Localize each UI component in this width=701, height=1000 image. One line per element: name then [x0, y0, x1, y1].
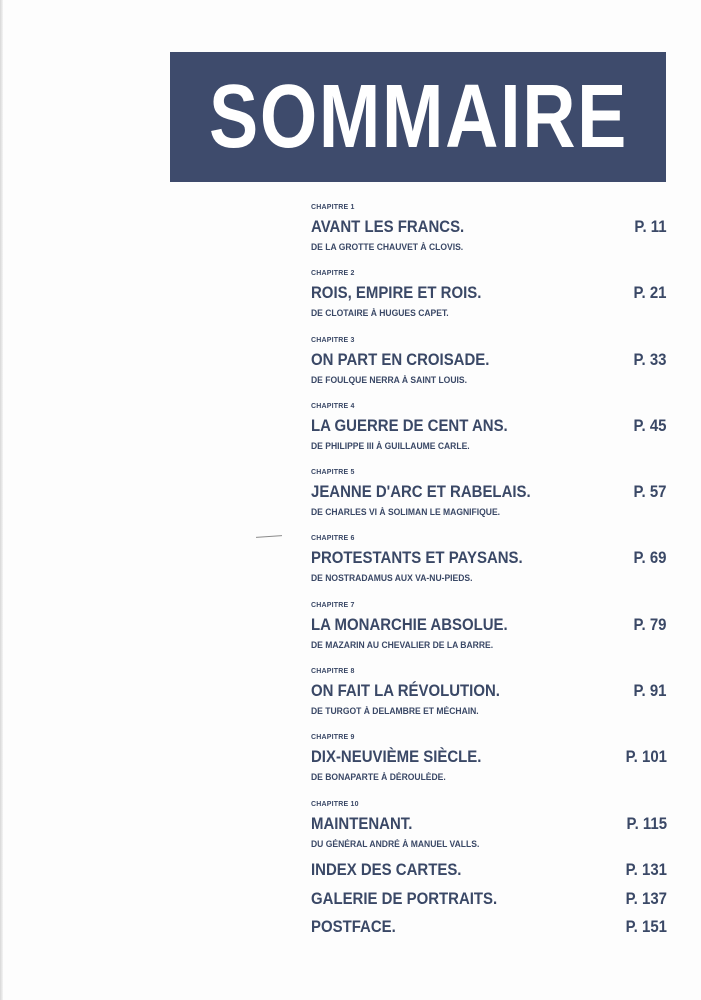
title-banner: [170, 52, 666, 182]
chapter-label: CHAPITRE 6: [311, 535, 355, 543]
extra-title: INDEX DES CARTES.: [311, 860, 462, 879]
page-number: P. 101: [625, 747, 667, 767]
chapter-subtitle: DE LA GROTTE CHAUVET À CLOVIS.: [311, 242, 464, 253]
page-number: P. 45: [633, 415, 667, 435]
chapter-entry-1[interactable]: [311, 203, 667, 269]
page-number: P. 79: [633, 614, 667, 634]
chapter-title: LA MONARCHIE ABSOLUE.: [311, 614, 508, 634]
chapter-entry-5[interactable]: [311, 468, 667, 534]
extra-entry-portraits[interactable]: [311, 889, 667, 918]
chapter-title: DIX-NEUVIÈME SIÈCLE.: [311, 747, 482, 767]
page-number: P. 115: [626, 813, 667, 833]
page-number: P. 11: [634, 217, 667, 236]
chapter-entry-9[interactable]: [311, 733, 667, 799]
chapter-title: ON PART EN CROISADE.: [311, 349, 490, 369]
chapter-entry-6[interactable]: [311, 534, 667, 600]
chapter-subtitle: DE TURGOT À DELAMBRE ET MÉCHAIN.: [311, 706, 479, 718]
extra-entry-index[interactable]: [311, 860, 667, 889]
chapter-entry-2[interactable]: [311, 269, 667, 335]
page-number: P. 69: [633, 548, 667, 568]
chapter-subtitle: DE PHILIPPE III À GUILLAUME CARLE.: [311, 440, 470, 452]
chapter-title: AVANT LES FRANCS.: [311, 217, 465, 236]
chapter-label: CHAPITRE 1: [311, 204, 355, 211]
chapter-label: CHAPITRE 10: [311, 800, 359, 808]
chapter-subtitle: DE CLOTAIRE À HUGUES CAPET.: [311, 308, 449, 320]
page-number: P. 151: [625, 917, 667, 936]
chapter-label: CHAPITRE 7: [311, 601, 355, 609]
chapter-entry-3[interactable]: [311, 336, 667, 402]
chapter-entry-10[interactable]: [311, 800, 667, 866]
chapter-subtitle: DE MAZARIN AU CHEVALIER DE LA BARRE.: [311, 639, 494, 651]
chapter-label: CHAPITRE 9: [311, 734, 355, 742]
chapter-label: CHAPITRE 4: [311, 402, 355, 410]
chapter-title: ROIS, EMPIRE ET ROIS.: [311, 283, 482, 303]
chapter-entry-8[interactable]: [311, 667, 667, 733]
page-number: P. 91: [633, 681, 667, 701]
table-of-contents: [311, 203, 667, 866]
chapter-title: JEANNE D'ARC ET RABELAIS.: [311, 482, 531, 502]
chapter-label: CHAPITRE 2: [311, 270, 355, 278]
page-number: P. 137: [625, 888, 667, 908]
chapter-label: CHAPITRE 8: [311, 668, 355, 676]
chapter-subtitle: DU GÉNÉRAL ANDRÉ À MANUEL VALLS.: [311, 838, 480, 850]
pencil-mark: [256, 535, 282, 538]
chapter-entry-7[interactable]: [311, 601, 667, 667]
chapter-label: CHAPITRE 3: [311, 336, 355, 344]
chapter-title: MAINTENANT.: [311, 813, 413, 833]
chapter-title: ON FAIT LA RÉVOLUTION.: [311, 681, 500, 701]
chapter-title: LA GUERRE DE CENT ANS.: [311, 415, 508, 435]
page-number: P. 131: [625, 860, 667, 879]
extra-entry-postface[interactable]: [311, 917, 667, 946]
page-title: SOMMAIRE: [208, 67, 628, 167]
extra-sections: [311, 860, 667, 946]
page-number: P. 33: [633, 349, 667, 369]
page-number: P. 21: [633, 283, 667, 303]
extra-title: GALERIE DE PORTRAITS.: [311, 888, 498, 908]
chapter-subtitle: DE BONAPARTE À DÉROULÈDE.: [311, 772, 446, 784]
chapter-title: PROTESTANTS ET PAYSANS.: [311, 548, 523, 568]
chapter-label: CHAPITRE 5: [311, 469, 355, 477]
page-number: P. 57: [633, 482, 667, 502]
chapter-subtitle: DE NOSTRADAMUS AUX VA-NU-PIEDS.: [311, 573, 473, 585]
chapter-subtitle: DE CHARLES VI À SOLIMAN LE MAGNIFIQUE.: [311, 507, 501, 519]
extra-title: POSTFACE.: [311, 917, 396, 936]
chapter-subtitle: DE FOULQUE NERRA À SAINT LOUIS.: [311, 374, 467, 386]
chapter-entry-4[interactable]: [311, 402, 667, 468]
page-edge: [0, 0, 3, 1000]
